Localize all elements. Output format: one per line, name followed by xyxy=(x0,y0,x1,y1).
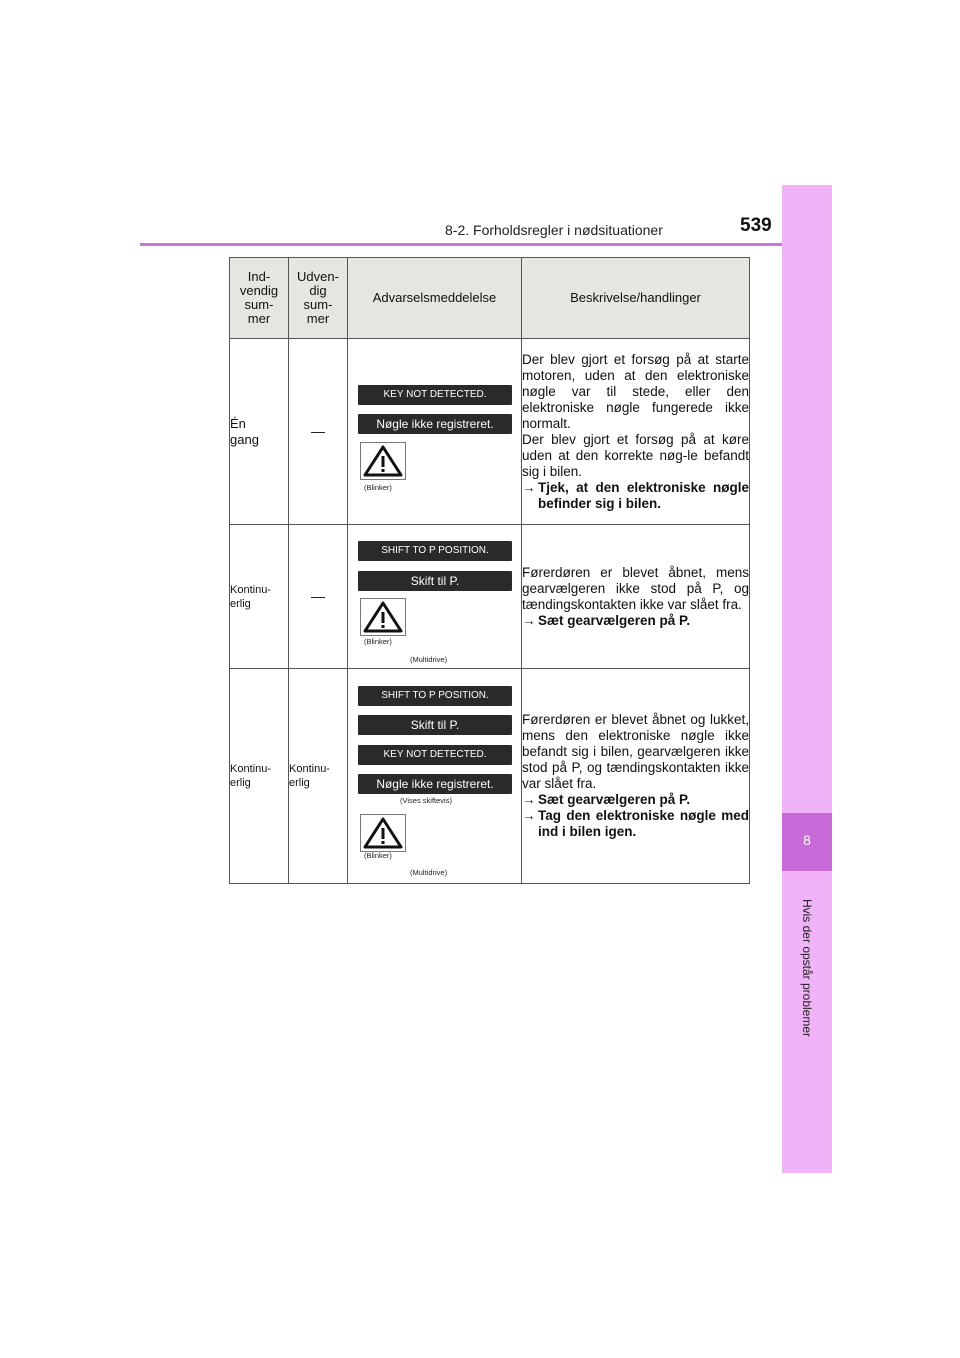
message-shift-to-p: SHIFT TO P POSITION. xyxy=(358,686,512,706)
section-title: 8-2. Forholdsregler i nødsituationer xyxy=(445,222,663,238)
table-row xyxy=(230,525,750,669)
description-cell xyxy=(522,339,750,525)
chapter-label: Hvis der opstår problemer xyxy=(800,898,814,1038)
description-text: Der blev gjort et forsøg på at starte motoren, uden at den elektroniske nøgle var til stede, eller den elektroniske nøgle fungerede ikke normalt. xyxy=(522,351,749,431)
internal-buzzer-cell: Én gang xyxy=(230,339,289,525)
col-header-message: Advarselsmeddelelse xyxy=(348,258,522,339)
action-item: → Sæt gearvælgeren på P. xyxy=(522,612,691,628)
description-text: Førerdøren er blevet åbnet og lukket, mens den elektroniske nøgle ikke befandt sig i bilen, gearvælgeren ikke stod på P, og tændingskontakten ikke var slået fra. xyxy=(522,712,749,791)
message-cell xyxy=(348,339,522,525)
dash-mark xyxy=(311,597,325,598)
external-buzzer-cell xyxy=(289,339,348,525)
table-header-row xyxy=(230,258,750,339)
dash-mark xyxy=(311,432,325,433)
arrow-icon: → xyxy=(522,792,536,807)
message-cell xyxy=(348,669,522,884)
header-rule xyxy=(140,243,832,246)
chapter-number: 8 xyxy=(803,832,811,848)
table-row xyxy=(230,339,750,525)
message-key-not-registered: Nøgle ikke registreret. xyxy=(358,414,512,434)
message-key-not-detected: KEY NOT DETECTED. xyxy=(358,745,512,765)
message-skift-til-p: Skift til P. xyxy=(358,715,512,735)
message-skift-til-p: Skift til P. xyxy=(358,571,512,591)
alternating-caption: (Vises skiftevis) xyxy=(400,796,452,805)
description-text: Førerdøren er blevet åbnet, mens gearvælgeren ikke stod på P, og tændingskontakten ikke var slået fra. xyxy=(522,564,749,612)
table-row xyxy=(230,669,750,884)
action-item: → Sæt gearvælgeren på P. xyxy=(522,792,691,807)
page-number: 539 xyxy=(740,215,772,236)
blinker-caption: (Blinker) xyxy=(364,637,392,646)
multidrive-caption: (Multidrive) xyxy=(410,655,448,664)
col-header-description: Beskrivelse/handlinger xyxy=(522,258,750,339)
blinker-caption: (Blinker) xyxy=(364,483,392,492)
internal-buzzer-cell: Kontinu- erlig xyxy=(230,525,289,669)
description-cell xyxy=(522,669,750,884)
blinker-caption: (Blinker) xyxy=(364,851,392,860)
arrow-icon: → xyxy=(522,479,536,495)
internal-buzzer-cell: Kontinu- erlig xyxy=(230,669,289,884)
message-shift-to-p: SHIFT TO P POSITION. xyxy=(358,541,512,561)
message-key-not-registered: Nøgle ikke registreret. xyxy=(358,774,512,794)
warning-triangle-icon xyxy=(360,598,406,636)
message-key-not-detected: KEY NOT DETECTED. xyxy=(358,385,512,405)
warning-triangle-icon xyxy=(360,814,406,852)
action-item: → Tjek, at den elektroniske nøgle befinder sig i bilen. xyxy=(522,479,749,511)
description-text: Der blev gjort et forsøg på at køre uden at den korrekte nøg-le befandt sig i bilen. xyxy=(522,431,749,479)
arrow-icon: → xyxy=(522,612,536,628)
warning-table xyxy=(229,257,750,884)
col-header-external: Udven- dig sum- mer xyxy=(289,258,348,339)
arrow-icon: → xyxy=(522,808,536,823)
external-buzzer-cell xyxy=(289,525,348,669)
col-header-internal: Ind- vendig sum- mer xyxy=(230,258,289,339)
description-cell xyxy=(522,525,750,669)
external-buzzer-cell: Kontinu- erlig xyxy=(289,669,348,884)
message-cell xyxy=(348,525,522,669)
warning-triangle-icon xyxy=(360,442,406,480)
multidrive-caption: (Multidrive) xyxy=(410,868,448,877)
action-item: → Tag den elektroniske nøgle med ind i bilen igen. xyxy=(522,808,749,839)
